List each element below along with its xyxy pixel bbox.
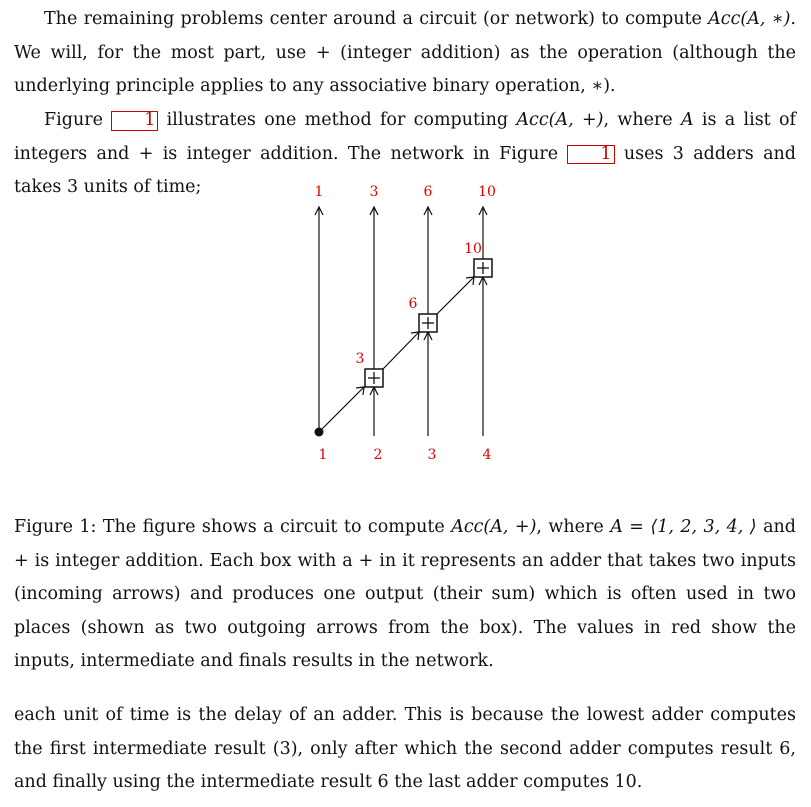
- caption-text-a: Figure 1: The figure shows a circuit to compute: [14, 517, 452, 537]
- bottom-label-4: 4: [482, 447, 492, 463]
- top-label-4: 10: [478, 184, 496, 200]
- p2-text-b: illustrates one method for computing: [158, 110, 517, 130]
- diag-wire-1: [319, 387, 364, 432]
- top-label-3: 6: [423, 184, 433, 200]
- adder-box-1: [365, 369, 383, 387]
- adder-box-2: [419, 314, 437, 332]
- p2-math-a: A: [680, 110, 694, 130]
- p2-text-a: Figure: [44, 110, 112, 130]
- intro-paragraph: [14, 3, 796, 104]
- figure-ref-link-2[interactable]: 1: [567, 145, 614, 165]
- caption-math-a-list: A = ⟨1, 2, 3, 4, ⟩: [610, 517, 757, 537]
- p2-text-c: , where: [603, 110, 681, 130]
- intro-text-b: . We will, for the most part, use + (integer addition) as the operation (although the underlying principle applies to any associative binary operation, ∗).: [14, 9, 796, 96]
- intro-math-acc: Acc(A, ∗): [708, 9, 791, 29]
- caption-text-b: , where: [536, 517, 611, 537]
- adder-output-label-3: 10: [464, 241, 482, 257]
- timing-paragraph: [14, 699, 796, 800]
- adder-output-label-2: 6: [408, 296, 418, 312]
- p2-math-acc: Acc(A, +): [516, 110, 604, 130]
- figure-ref-link-1[interactable]: 1: [111, 111, 158, 131]
- top-label-2: 3: [369, 184, 379, 200]
- circuit-figure: [0, 170, 811, 470]
- adder-box-3: [474, 259, 492, 277]
- adder-output-label-1: 3: [355, 351, 365, 367]
- p2-text-e: uses 3 adders and takes 3 units of time;: [14, 143, 796, 197]
- timing-text: each unit of time is the delay of an adder. This is because the lowest adder computes the first intermediate result (3), only after which the second adder computes result 6, and finally using the intermediate result 6 the last adder computes 10.: [14, 705, 796, 792]
- input-node-dot: [315, 428, 324, 437]
- bottom-label-1: 1: [318, 447, 328, 463]
- bottom-label-3: 3: [427, 447, 437, 463]
- caption-math-acc: Acc(A, +): [451, 517, 537, 537]
- top-label-1: 1: [314, 184, 324, 200]
- figure-caption: [14, 511, 796, 679]
- bottom-label-2: 2: [373, 447, 383, 463]
- diag-wire-2: [383, 332, 419, 369]
- intro-text-a: The remaining problems center around a circuit (or network) to compute: [44, 9, 709, 29]
- caption-text-c: and + is integer addition. Each box with a + in it represents an adder that takes two inputs (incoming arrows) and produces one output (their sum) which is often used in two places (shown as two outgoing arrows from the box). The values in red show the inputs, intermediate and finals results in the network.: [14, 517, 796, 671]
- p2-text-d: is a list of integers and + is integer addition. The network in Figure: [14, 110, 797, 164]
- diag-wire-3: [437, 277, 474, 314]
